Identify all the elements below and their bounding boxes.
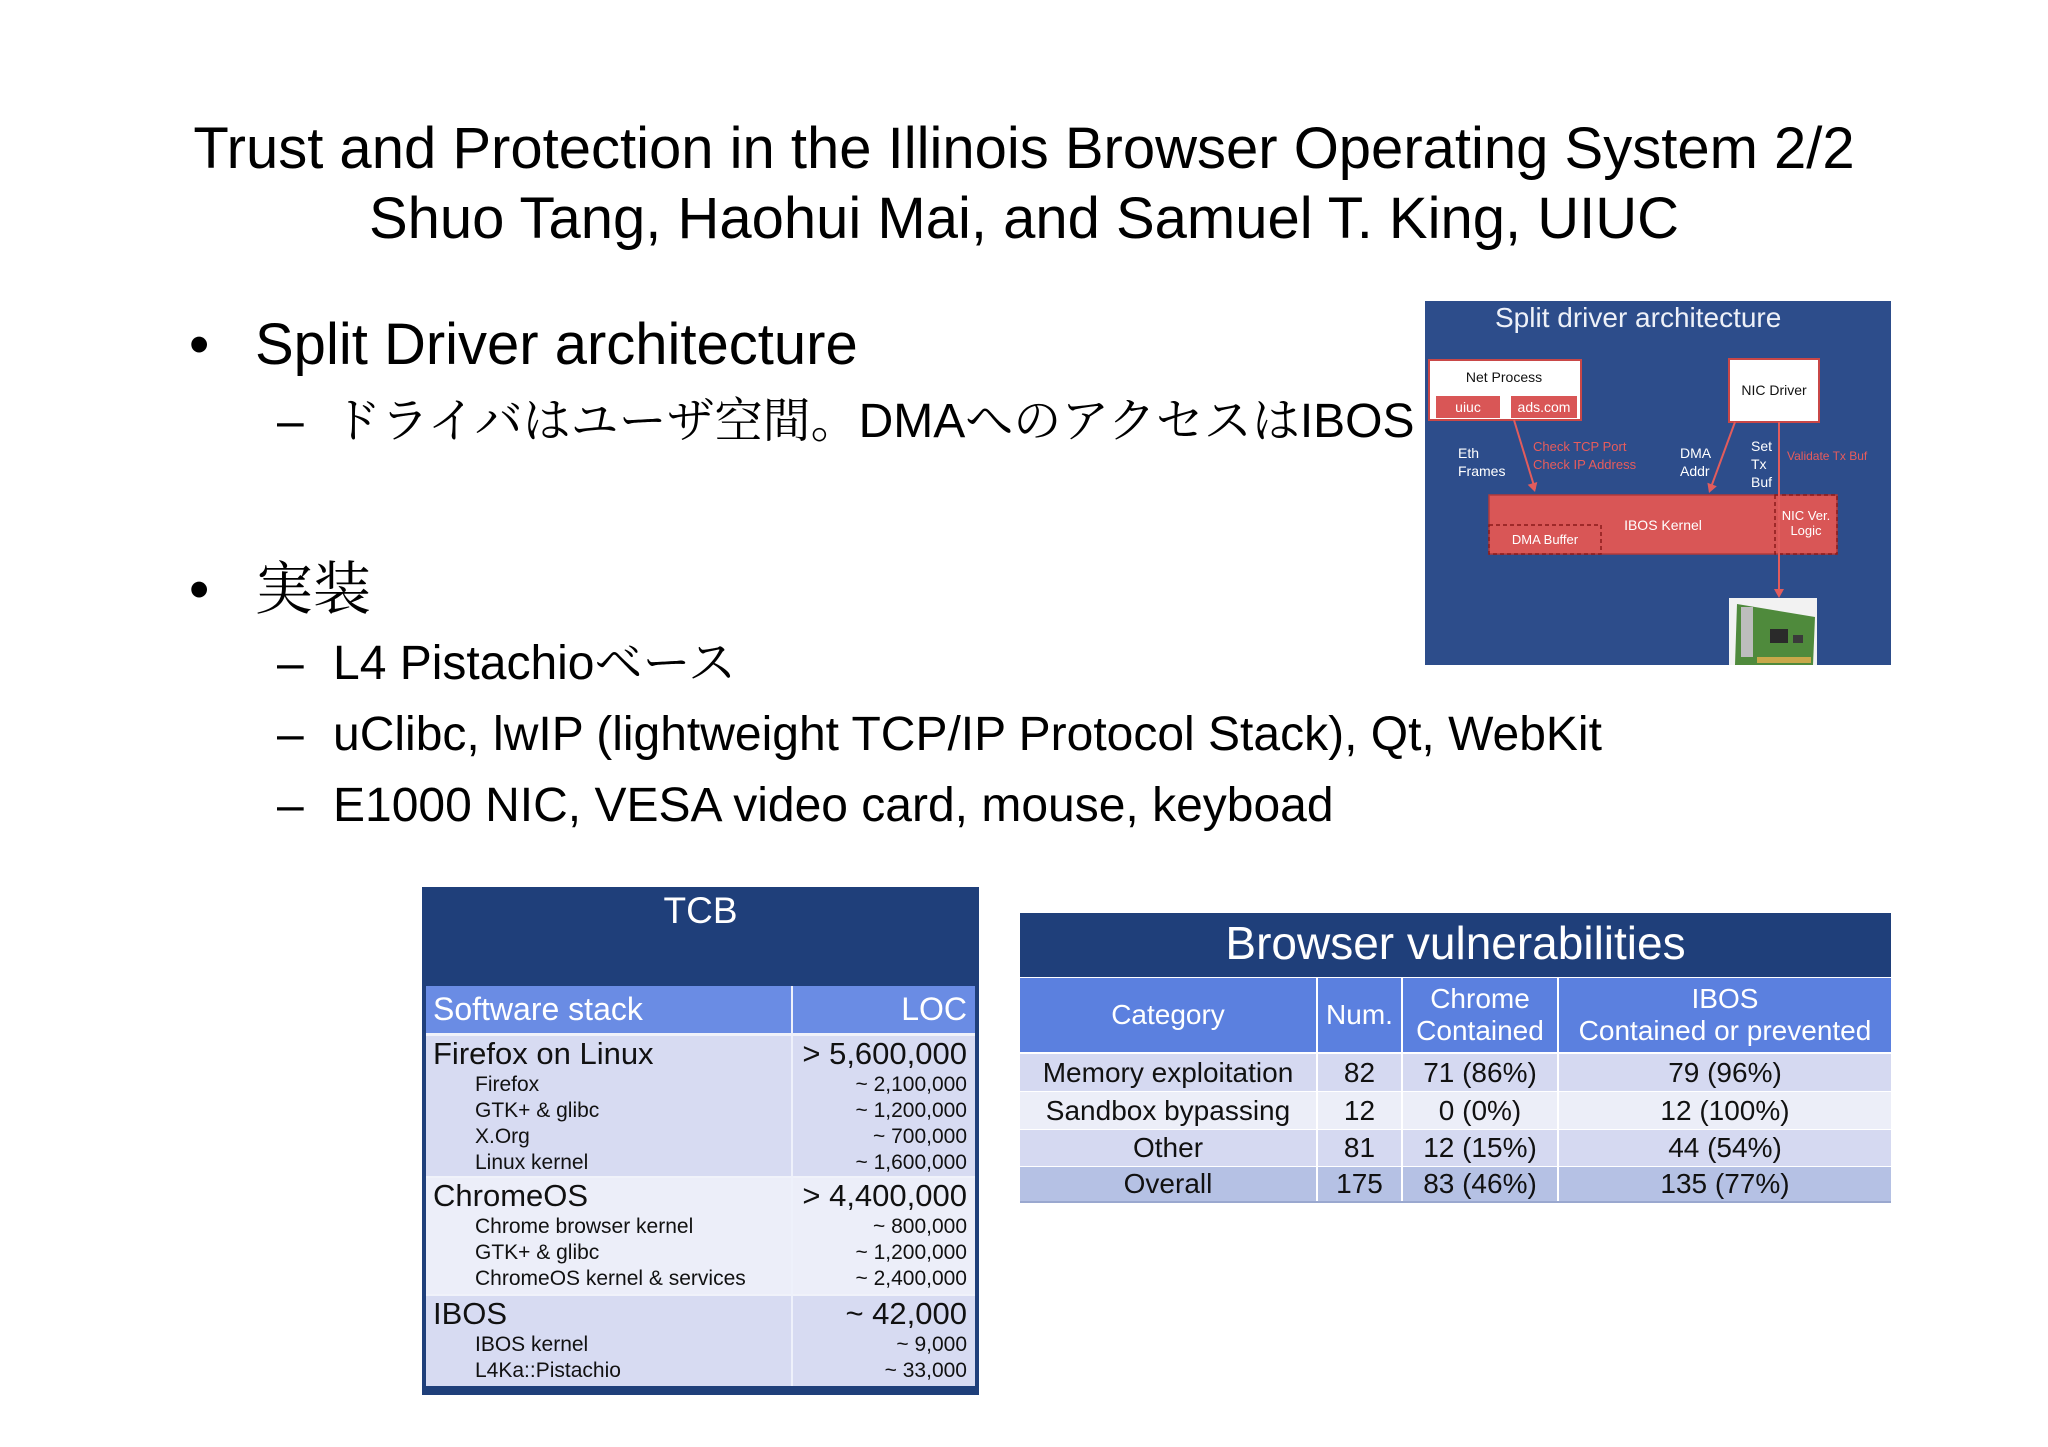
cell-category: Other bbox=[1132, 1132, 1204, 1163]
cell-category: Memory exploitation bbox=[1042, 1056, 1294, 1088]
tcb-component-loc: ~ 9,000 bbox=[896, 1333, 967, 1356]
net-process-label: Net Process bbox=[1465, 369, 1543, 385]
tcb-component-name: Firefox bbox=[475, 1073, 540, 1096]
tcb-component-loc: ~ 2,100,000 bbox=[855, 1073, 967, 1096]
tcb-component-loc: ~ 1,200,000 bbox=[855, 1099, 967, 1122]
table-row bbox=[426, 1072, 975, 1098]
header-chrome bbox=[1401, 978, 1557, 1052]
cell-ibos: 44 (54%) bbox=[1557, 1130, 1891, 1166]
table-row bbox=[426, 1240, 975, 1266]
table-row bbox=[1020, 1054, 1891, 1091]
domain-label-ads: ads.com bbox=[1517, 399, 1571, 415]
split-driver-diagram-svg bbox=[1425, 301, 1891, 665]
header-chrome-sublabel: Contained bbox=[1416, 1015, 1544, 1046]
tcb-component-loc: ~ 800,000 bbox=[872, 1215, 967, 1238]
header-ibos-label: IBOS bbox=[1691, 983, 1759, 1014]
bullet-split-driver: Split Driver architecture bbox=[255, 312, 858, 377]
table-row bbox=[1020, 1092, 1891, 1129]
set-tx-buf-label: Set bbox=[1751, 438, 1773, 454]
diagram-title: Split driver architecture bbox=[1495, 302, 1782, 333]
arrowhead bbox=[1528, 482, 1538, 492]
tcb-group-loc: > 5,600,000 bbox=[802, 1036, 967, 1071]
slide-title: Trust and Protection in the Illinois Browser Operating System 2/2 bbox=[193, 116, 1855, 181]
ibos-kernel-label: IBOS Kernel bbox=[1624, 517, 1702, 533]
header-chrome-label: Chrome bbox=[1430, 983, 1530, 1014]
arrowhead bbox=[1774, 589, 1784, 598]
bullet-glyph: • bbox=[189, 557, 210, 622]
set-tx-buf-label: Buf bbox=[1751, 474, 1773, 490]
header-ibos bbox=[1557, 978, 1891, 1052]
validate-tx-buf-label: Validate Tx Buf bbox=[1787, 449, 1868, 463]
tcb-header-software-stack: Software stack bbox=[433, 991, 643, 1027]
browser-vulnerabilities-table bbox=[1020, 913, 1891, 1203]
subbullet-dash: – bbox=[277, 637, 304, 690]
table-row bbox=[426, 1150, 975, 1176]
tcb-component-name: IBOS kernel bbox=[475, 1333, 589, 1356]
tcb-component-name: GTK+ & glibc bbox=[475, 1241, 600, 1264]
tcb-component-name: ChromeOS kernel & services bbox=[475, 1267, 746, 1290]
tcb-component-loc: ~ 1,200,000 bbox=[855, 1241, 967, 1264]
cell-category: Overall bbox=[1123, 1168, 1213, 1199]
table-row bbox=[1020, 1130, 1891, 1166]
subbullet-l4-pistachio: L4 Pistachioベース bbox=[333, 637, 737, 690]
table-row bbox=[426, 1124, 975, 1150]
nic-card-bracket bbox=[1741, 607, 1753, 657]
header-category-label: Category bbox=[1111, 999, 1225, 1030]
nic-ver-logic-label: NIC Ver. bbox=[1781, 508, 1831, 523]
cell-ibos: 12 (100%) bbox=[1557, 1092, 1891, 1129]
nic-card-image bbox=[1729, 598, 1817, 665]
tcb-component-name: L4Ka::Pistachio bbox=[475, 1359, 621, 1382]
cell-chrome: 0 (0%) bbox=[1401, 1092, 1557, 1129]
nic-card-chip bbox=[1793, 635, 1803, 643]
tcb-component-name: GTK+ & glibc bbox=[475, 1099, 600, 1122]
net-process-to-kernel-arrow bbox=[1514, 420, 1535, 489]
eth-frames-label: Frames bbox=[1458, 463, 1506, 479]
tcb-title: TCB bbox=[663, 890, 738, 931]
nic-ver-logic-label: Logic bbox=[1790, 523, 1822, 538]
dma-addr-label: DMA bbox=[1680, 445, 1712, 461]
cell-num: 12 bbox=[1316, 1092, 1401, 1129]
subbullet-dash: – bbox=[277, 395, 304, 448]
tcb-header-loc: LOC bbox=[901, 991, 967, 1027]
check-ip-address-label: Check IP Address bbox=[1533, 457, 1637, 472]
table-row bbox=[426, 1214, 975, 1240]
cell-chrome: 83 (46%) bbox=[1401, 1167, 1557, 1201]
tcb-group-name: ChromeOS bbox=[433, 1178, 589, 1213]
vulnerabilities-title: Browser vulnerabilities bbox=[1020, 913, 1891, 977]
tcb-component-name: Linux kernel bbox=[475, 1151, 589, 1174]
table-row-overall bbox=[1020, 1167, 1891, 1203]
cell-ibos: 135 (77%) bbox=[1557, 1167, 1891, 1201]
cell-num: 82 bbox=[1316, 1054, 1401, 1091]
header-num-label: Num. bbox=[1326, 999, 1393, 1030]
table-row bbox=[426, 1036, 975, 1072]
cell-category: Sandbox bypassing bbox=[1045, 1094, 1291, 1126]
tcb-column-divider bbox=[791, 986, 793, 1386]
tcb-group-loc: > 4,400,000 bbox=[802, 1178, 967, 1213]
cell-num: 175 bbox=[1316, 1167, 1401, 1201]
cell-ibos: 79 (96%) bbox=[1557, 1054, 1891, 1091]
nic-driver-to-kernel-arrow bbox=[1710, 422, 1735, 490]
header-num bbox=[1316, 978, 1401, 1052]
table-row bbox=[426, 1296, 975, 1332]
bullet-implementation: 実装 bbox=[255, 557, 372, 622]
slide-authors: Shuo Tang, Haohui Mai, and Samuel T. King, UIUC bbox=[368, 186, 1680, 251]
table-row bbox=[426, 1098, 975, 1124]
table-row bbox=[426, 1358, 975, 1384]
tcb-component-loc: ~ 33,000 bbox=[884, 1359, 967, 1382]
vulnerabilities-header-row bbox=[1020, 978, 1891, 1052]
table-row bbox=[426, 1178, 975, 1214]
cell-num: 81 bbox=[1316, 1130, 1401, 1166]
tcb-group-ibos bbox=[426, 1296, 975, 1386]
set-tx-buf-label: Tx bbox=[1751, 456, 1767, 472]
tcb-component-name: Chrome browser kernel bbox=[475, 1215, 694, 1238]
check-tcp-port-label: Check TCP Port bbox=[1533, 439, 1627, 454]
tcb-group-firefox-linux bbox=[426, 1036, 975, 1176]
subbullet-dash: – bbox=[277, 779, 304, 832]
bullet-glyph: • bbox=[189, 312, 210, 377]
tcb-group-name: Firefox on Linux bbox=[433, 1036, 654, 1071]
split-driver-diagram bbox=[1425, 301, 1891, 665]
tcb-component-loc: ~ 2,400,000 bbox=[855, 1267, 967, 1290]
header-category bbox=[1020, 978, 1316, 1052]
tcb-group-name: IBOS bbox=[433, 1296, 508, 1331]
nic-card-contacts bbox=[1757, 657, 1811, 663]
nic-card-chip bbox=[1770, 629, 1788, 643]
eth-frames-label: Eth bbox=[1458, 445, 1480, 461]
tcb-header-row bbox=[426, 986, 975, 1033]
dma-buffer-label: DMA Buffer bbox=[1511, 532, 1579, 547]
tcb-component-name: X.Org bbox=[475, 1125, 530, 1148]
tcb-group-loc: ~ 42,000 bbox=[845, 1296, 967, 1331]
subbullet-devices: E1000 NIC, VESA video card, mouse, keyboad bbox=[333, 779, 1334, 832]
domain-label-uiuc: uiuc bbox=[1455, 399, 1481, 415]
subbullet-driver-userspace: ドライバはユーザ空間。DMAへのアクセスはIBOS bbox=[333, 395, 1415, 448]
tcb-table-panel bbox=[422, 887, 979, 1395]
table-row bbox=[426, 1332, 975, 1358]
subbullet-libraries: uClibc, lwIP (lightweight TCP/IP Protocol Stack), Qt, WebKit bbox=[333, 708, 1602, 761]
tcb-group-chromeos bbox=[426, 1178, 975, 1294]
table-row bbox=[426, 1266, 975, 1292]
tcb-component-loc: ~ 1,600,000 bbox=[855, 1151, 967, 1174]
header-ibos-sublabel: Contained or prevented bbox=[1578, 1015, 1872, 1046]
subbullet-dash: – bbox=[277, 708, 304, 761]
dma-addr-label: Addr bbox=[1680, 463, 1710, 479]
tcb-component-loc: ~ 700,000 bbox=[872, 1125, 967, 1148]
cell-chrome: 71 (86%) bbox=[1401, 1054, 1557, 1091]
nic-driver-label: NIC Driver bbox=[1741, 382, 1807, 398]
cell-chrome: 12 (15%) bbox=[1401, 1130, 1557, 1166]
